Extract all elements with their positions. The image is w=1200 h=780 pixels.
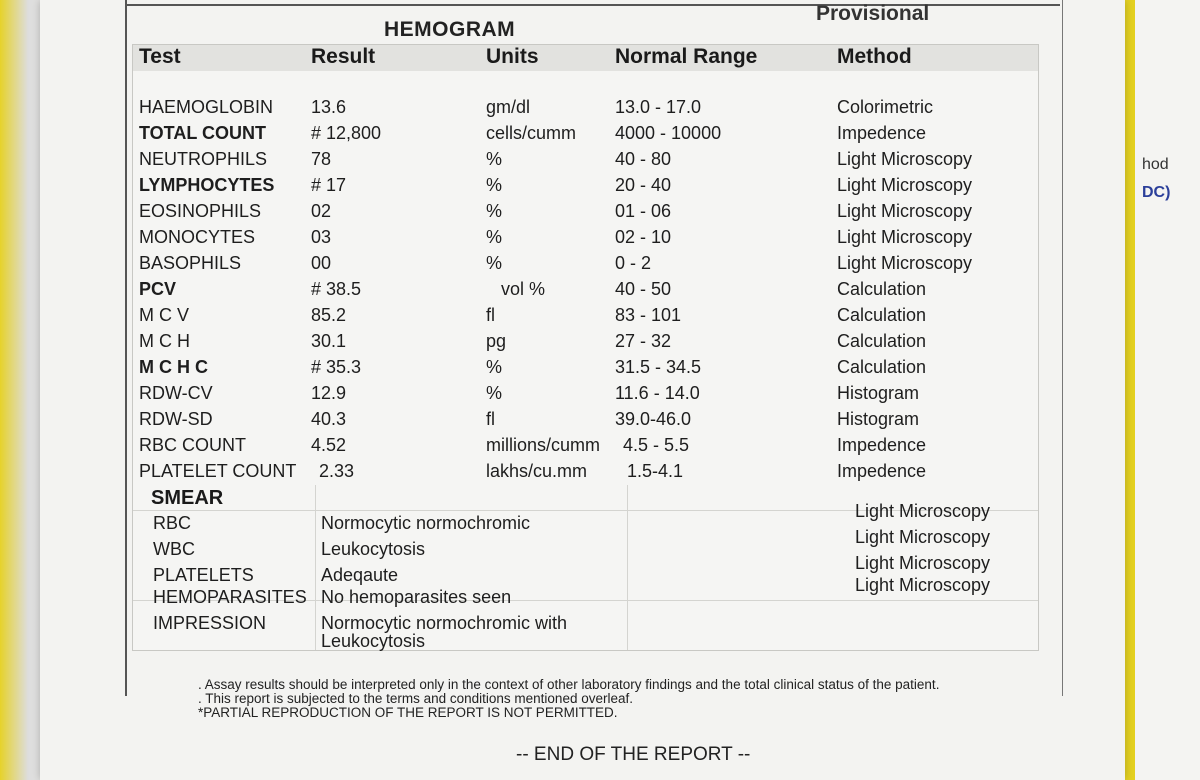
table-row [133, 279, 1038, 305]
test-units: % [486, 201, 503, 221]
test-range: 1.5-4.1 [627, 461, 684, 481]
smear-method: Light Microscopy [855, 575, 991, 595]
test-units: fl [486, 305, 495, 325]
test-result: 02 [311, 201, 332, 221]
results-table [132, 44, 1039, 651]
smear-method: Light Microscopy [855, 527, 991, 547]
table-row [133, 409, 1038, 435]
table-row [133, 461, 1038, 487]
report-page [40, 0, 1125, 780]
test-name: RDW-SD [139, 409, 213, 429]
test-result: 85.2 [311, 305, 347, 325]
test-method: Light Microscopy [837, 149, 973, 169]
table-row [133, 435, 1038, 461]
smear-test: PLATELETS [153, 565, 254, 585]
test-range: 11.6 - 14.0 [615, 383, 700, 403]
table-row [133, 253, 1038, 279]
smear-method: Light Microscopy [855, 501, 991, 521]
header-result: Result [311, 45, 376, 68]
test-units: % [486, 227, 503, 247]
test-name: BASOPHILS [139, 253, 242, 273]
test-method: Colorimetric [837, 97, 934, 117]
test-method: Calculation [837, 305, 927, 325]
test-range: 01 - 06 [615, 201, 672, 221]
table-row [133, 305, 1038, 331]
note-line: *PARTIAL REPRODUCTION OF THE REPORT IS NOT PERMITTED. [198, 705, 618, 720]
test-name: MONOCYTES [139, 227, 256, 247]
test-result: 4.52 [311, 435, 347, 455]
test-method: Impedence [837, 123, 927, 143]
test-name: M C H [139, 331, 190, 351]
test-result: 13.6 [311, 97, 347, 117]
test-units: vol % [501, 279, 546, 299]
test-units: % [486, 175, 503, 195]
test-method: Histogram [837, 409, 920, 429]
test-name: TOTAL COUNT [139, 123, 266, 143]
side-text-2: DC) [1142, 184, 1171, 201]
test-units: % [486, 383, 503, 403]
test-result: 2.33 [319, 461, 355, 481]
test-range: 02 - 10 [615, 227, 672, 247]
header-units: Units [486, 45, 539, 68]
test-name: RDW-CV [139, 383, 213, 403]
smear-result: No hemoparasites seen [321, 587, 512, 607]
header-test: Test [139, 45, 181, 68]
test-name: HAEMOGLOBIN [139, 97, 274, 117]
section-title: HEMOGRAM [384, 18, 516, 41]
test-result: # 35.3 [311, 357, 362, 377]
table-row [133, 97, 1038, 123]
test-name: M C H C [139, 357, 208, 377]
test-range: 40 - 50 [615, 279, 672, 299]
test-result: # 17 [311, 175, 347, 195]
smear-result: Leukocytosis [321, 539, 426, 559]
side-text-1: hod [1142, 156, 1169, 173]
smear-title: SMEAR [151, 487, 224, 509]
test-result: 78 [311, 149, 332, 169]
test-method: Light Microscopy [837, 175, 973, 195]
test-result: 12.9 [311, 383, 347, 403]
test-result: # 38.5 [311, 279, 362, 299]
smear-test: WBC [153, 539, 195, 559]
note-line: . Assay results should be interpreted only in the context of other laboratory findings and the total clinical status of the patient. [198, 677, 940, 692]
test-range: 40 - 80 [615, 149, 672, 169]
test-result: 30.1 [311, 331, 347, 351]
header-range: Normal Range [615, 45, 758, 68]
test-range: 31.5 - 34.5 [615, 357, 702, 377]
test-range: 0 - 2 [615, 253, 652, 273]
test-name: PLATELET COUNT [139, 461, 297, 481]
test-range: 4.5 - 5.5 [623, 435, 690, 455]
test-name: LYMPHOCYTES [139, 175, 275, 195]
test-units: gm/dl [486, 97, 531, 117]
test-range: 4000 - 10000 [615, 123, 722, 143]
test-method: Light Microscopy [837, 227, 973, 247]
test-result: # 12,800 [311, 123, 382, 143]
note-line: . This report is subjected to the terms and conditions mentioned overleaf. [198, 691, 633, 706]
test-name: M C V [139, 305, 190, 325]
test-name: EOSINOPHILS [139, 201, 262, 221]
smear-test: HEMOPARASITES [153, 587, 307, 607]
smear-method: Light Microscopy [855, 553, 991, 573]
test-name: NEUTROPHILS [139, 149, 268, 169]
test-units: pg [486, 331, 507, 351]
test-method: Calculation [837, 357, 927, 377]
test-method: Impedence [837, 435, 927, 455]
test-units: % [486, 149, 503, 169]
test-method: Impedence [837, 461, 927, 481]
test-result: 03 [311, 227, 332, 247]
impression-line-2: Leukocytosis [321, 631, 426, 651]
table-row [133, 227, 1038, 253]
test-units: cells/cumm [486, 123, 577, 143]
test-range: 20 - 40 [615, 175, 672, 195]
smear-result: Normocytic normochromic [321, 513, 531, 533]
table-row [133, 149, 1038, 175]
report-status: Provisional [816, 2, 930, 25]
report-notes [198, 678, 939, 720]
end-of-report: -- END OF THE REPORT -- [516, 744, 751, 765]
smear-result: Adeqaute [321, 565, 399, 585]
test-range: 39.0-46.0 [615, 409, 692, 429]
table-header-row [133, 47, 1038, 73]
table-row [133, 383, 1038, 409]
test-result: 40.3 [311, 409, 347, 429]
impression-line-1: Normocytic normochromic with [321, 613, 568, 633]
test-range: 83 - 101 [615, 305, 682, 325]
test-name: RBC COUNT [139, 435, 246, 455]
test-method: Light Microscopy [837, 253, 973, 273]
smear-test: RBC [153, 513, 192, 533]
table-row [133, 123, 1038, 149]
impression-row [133, 613, 1038, 651]
test-units: lakhs/cu.mm [486, 461, 588, 481]
background-adjacent-page [1135, 0, 1200, 780]
table-row [133, 357, 1038, 383]
test-units: fl [486, 409, 495, 429]
test-method: Calculation [837, 331, 927, 351]
table-row [133, 175, 1038, 201]
test-method: Light Microscopy [837, 201, 973, 221]
header-method: Method [837, 45, 912, 68]
test-units: millions/cumm [486, 435, 601, 455]
table-row [133, 201, 1038, 227]
test-range: 27 - 32 [615, 331, 672, 351]
test-method: Histogram [837, 383, 920, 403]
test-result: 00 [311, 253, 332, 273]
test-units: % [486, 253, 503, 273]
table-row [133, 331, 1038, 357]
test-units: % [486, 357, 503, 377]
test-range: 13.0 - 17.0 [615, 97, 702, 117]
test-name: PCV [139, 279, 177, 299]
impression-label: IMPRESSION [153, 613, 267, 633]
test-method: Calculation [837, 279, 927, 299]
